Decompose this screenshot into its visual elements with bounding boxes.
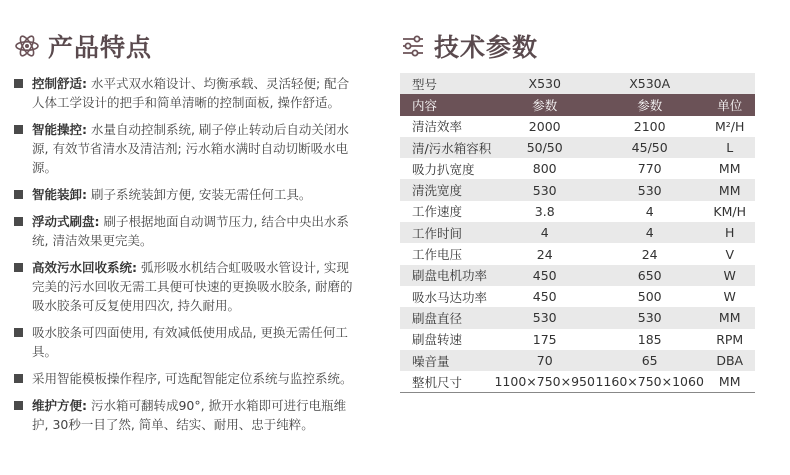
- spec-cell: 45/50: [595, 137, 704, 158]
- spec-cell: 整机尺寸: [400, 371, 494, 392]
- spec-cell: 530: [494, 307, 594, 328]
- feature-item: [14, 396, 359, 434]
- feature-item: [14, 323, 359, 361]
- feature-item: [14, 185, 359, 204]
- specs-title: 技术参数: [434, 33, 539, 62]
- spec-row: [400, 265, 755, 286]
- feature-label: 浮动式刷盘:: [32, 214, 100, 229]
- feature-description: 采用智能模板操作程序, 可选配智能定位系统与监控系统。: [32, 371, 353, 386]
- atom-icon: [14, 33, 40, 59]
- spec-cell: 单位: [704, 94, 755, 115]
- spec-cell: 800: [532, 161, 557, 177]
- spec-cell: 65: [595, 350, 704, 371]
- square-bullet-icon: [14, 374, 23, 383]
- spec-cell: 530: [595, 179, 704, 200]
- square-bullet-icon: [14, 79, 23, 88]
- spec-row: [400, 243, 755, 264]
- spec-cell: DBA: [704, 350, 755, 371]
- feature-item: [14, 369, 359, 388]
- spec-cell: 24: [641, 246, 658, 262]
- spec-cell: W: [704, 265, 755, 286]
- feature-text: [32, 185, 359, 204]
- feature-label: 智能操控:: [32, 122, 87, 137]
- spec-cell: 175: [532, 331, 557, 347]
- spec-cell: 450: [494, 265, 594, 286]
- spec-cell: 2000: [528, 118, 561, 134]
- spec-row: [400, 329, 755, 350]
- spec-row: [400, 158, 755, 179]
- specs-heading: [400, 26, 760, 66]
- spec-cell: 1160×750×1060: [595, 371, 704, 392]
- spec-cell: W: [723, 289, 736, 305]
- feature-description: 水量自动控制系统, 刷子停止转动后自动关闭水源, 有效节省清水及清洁剂; 污水箱水满时自动切断吸水电源。: [32, 122, 349, 175]
- spec-row: [400, 201, 755, 222]
- spec-cell: 工作时间: [400, 222, 494, 243]
- spec-cell: 工作速度: [412, 204, 463, 220]
- spec-cell: MM: [704, 179, 755, 200]
- specs-section: [400, 0, 760, 393]
- features-heading: [14, 26, 359, 66]
- spec-cell: V: [725, 246, 734, 262]
- feature-text: [32, 369, 359, 388]
- feature-item: [14, 74, 359, 112]
- feature-text: [32, 120, 359, 177]
- spec-cell: 3.8: [534, 203, 555, 219]
- spec-table: [400, 73, 755, 393]
- feature-item: [14, 120, 359, 177]
- spec-cell: 清洁效率: [412, 119, 463, 135]
- spec-row: [400, 179, 755, 200]
- spec-cell: L: [704, 137, 755, 158]
- spec-cell: 型号: [400, 73, 494, 94]
- spec-cell: 2100: [633, 118, 666, 134]
- features-section: [14, 0, 359, 442]
- feature-item: [14, 258, 359, 315]
- spec-row: [400, 222, 755, 243]
- spec-cell: 530: [494, 179, 594, 200]
- spec-cell: 185: [637, 331, 662, 347]
- features-title: 产品特点: [48, 33, 153, 62]
- spec-cell: 4: [645, 203, 654, 219]
- spec-cell: 噪音量: [400, 350, 494, 371]
- spec-cell: [704, 73, 755, 94]
- spec-model-row: [400, 73, 755, 94]
- square-bullet-icon: [14, 125, 23, 134]
- feature-text: [32, 323, 359, 361]
- spec-cell: 刷盘转速: [412, 332, 463, 348]
- spec-row: [400, 371, 755, 392]
- features-list: [14, 74, 359, 434]
- spec-cell: X530A: [595, 73, 704, 94]
- spec-cell: 770: [637, 161, 662, 177]
- spec-cell: 清/污水箱容积: [400, 137, 494, 158]
- feature-description: 刷子根据地面自动调节压力, 结合中央出水系统, 清洁效果更完美。: [32, 214, 349, 248]
- sliders-icon: [400, 33, 426, 59]
- spec-row: [400, 116, 755, 137]
- spec-cell: 4: [494, 222, 594, 243]
- spec-cell: 工作电压: [412, 247, 463, 263]
- feature-label: 维护方便:: [32, 398, 87, 413]
- spec-cell: H: [704, 222, 755, 243]
- spec-cell: MM: [718, 161, 741, 177]
- spec-cell: 刷盘电机功率: [400, 265, 494, 286]
- square-bullet-icon: [14, 401, 23, 410]
- spec-cell: MM: [704, 371, 755, 392]
- spec-cell: 刷盘直径: [400, 307, 494, 328]
- spec-cell: RPM: [716, 331, 744, 347]
- feature-description: 吸水胶条可四面使用, 有效减低使用成品, 更换无需任何工具。: [32, 325, 348, 359]
- spec-cell: 吸力扒宽度: [412, 161, 475, 177]
- feature-description: 刷子系统装卸方便, 安装无需任何工具。: [87, 187, 312, 202]
- spec-cell: 参数: [595, 94, 704, 115]
- feature-item: [14, 212, 359, 250]
- spec-cell: KM/H: [713, 203, 747, 219]
- spec-header-row: [400, 94, 755, 115]
- spec-cell: 70: [494, 350, 594, 371]
- feature-text: [32, 258, 359, 315]
- feature-text: [32, 74, 359, 112]
- square-bullet-icon: [14, 328, 23, 337]
- spec-cell: MM: [704, 307, 755, 328]
- spec-cell: 1100×750×950: [494, 371, 594, 392]
- feature-text: [32, 212, 359, 250]
- spec-cell: 参数: [494, 94, 594, 115]
- spec-row: [400, 350, 755, 371]
- spec-cell: 650: [595, 265, 704, 286]
- spec-cell: 500: [637, 289, 662, 305]
- spec-cell: 24: [536, 246, 553, 262]
- feature-text: [32, 396, 359, 434]
- feature-description: 污水箱可翻转成90°, 掀开水箱即可进行电瓶维护, 30秒一目了然, 简单、结实、耐用、忠于纯粹。: [32, 398, 347, 432]
- spec-cell: 清洗宽度: [400, 179, 494, 200]
- spec-row: [400, 307, 755, 328]
- spec-row: [400, 137, 755, 158]
- square-bullet-icon: [14, 190, 23, 199]
- spec-cell: M²/H: [715, 118, 745, 134]
- spec-cell: 内容: [400, 94, 494, 115]
- spec-cell: 530: [595, 307, 704, 328]
- feature-description: 弧形吸水机结合虹吸吸水管设计, 实现完美的污水回收无需工具便可快速的更换吸水胶条, 耐磨的吸水胶条可反复使用四次, 持久耐用。: [32, 260, 353, 313]
- spec-cell: 50/50: [494, 137, 594, 158]
- spec-row: [400, 286, 755, 307]
- spec-cell: 4: [595, 222, 704, 243]
- feature-label: 高效污水回收系统:: [32, 260, 137, 275]
- square-bullet-icon: [14, 217, 23, 226]
- square-bullet-icon: [14, 263, 23, 272]
- feature-description: 水平式双水箱设计、均衡承载、灵活轻便; 配合人体工学设计的把手和简单清晰的控制面板, 操作舒适。: [32, 76, 350, 110]
- feature-label: 智能装卸:: [32, 187, 87, 202]
- spec-cell: X530: [494, 73, 594, 94]
- feature-label: 控制舒适:: [32, 76, 87, 91]
- spec-cell: 吸水马达功率: [412, 289, 488, 305]
- spec-cell: 450: [532, 289, 557, 305]
